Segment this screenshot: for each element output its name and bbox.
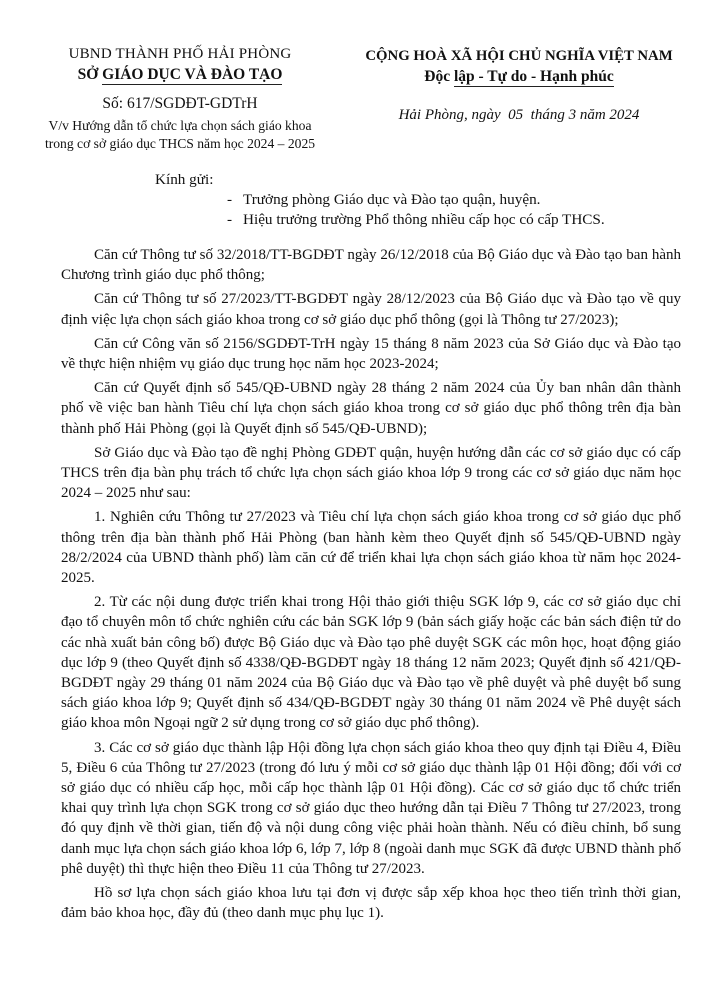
recipients-block	[155, 170, 681, 229]
dash-bullet: -	[227, 191, 233, 208]
body-paragraph: Căn cứ Thông tư số 27/2023/TT-BGDĐT ngày 28/12/2023 của Bộ Giáo dục và Đào tạo về quy định việc lựa chọn sách giáo khoa trong cơ sở giáo dục phổ thông (gọi là Thông tư 27/2023);	[61, 291, 681, 328]
recipient-item-text: Trưởng phòng Giáo dục và Đào tạo quận, huyện.	[243, 191, 541, 208]
body-paragraph: Căn cứ Quyết định số 545/QĐ-UBND ngày 28 tháng 2 năm 2024 của Ủy ban nhân dân thành phố về việc ban hành Tiêu chí lựa chọn sách giáo khoa trong cơ sở giáo dục phổ thông trên địa bàn thành phố Hải Phòng (gọi là Quyết định số 545/QĐ-UBND);	[61, 380, 681, 437]
national-motto	[356, 66, 682, 88]
issuer-header	[38, 44, 322, 153]
national-header	[356, 46, 682, 124]
body-paragraph: Sở Giáo dục và Đào tạo đề nghị Phòng GDĐT quận, huyện hướng dẫn các cơ sở giáo dục có cấp THCS trên địa bàn phụ trách tổ chức lựa chọn sách giáo khoa lớp 9 trong các cơ sở giáo dục năm học 2024 – 2025 như sau:	[61, 444, 681, 502]
issuer-parent-org: UBND THÀNH PHỐ HẢI PHÒNG	[68, 46, 292, 62]
national-motto-prefix: Độc	[424, 68, 454, 85]
recipients-label: Kính gửi:	[155, 171, 214, 188]
body-paragraph: Hồ sơ lựa chọn sách giáo khoa lưu tại đơn vị được sắp xếp khoa học theo tiến trình thời gian, đảm bảo khoa học, đầy đủ (theo danh mục phụ lục 1).	[61, 885, 681, 922]
place-and-date: Hải Phòng, ngày 05 tháng 3 năm 2024	[398, 107, 640, 123]
national-motto-underlined: lập - Tự do - Hạnh phúc	[453, 68, 614, 85]
issuer-org-name-prefix: SỞ	[77, 66, 103, 83]
issuer-org-name	[38, 64, 322, 85]
paragraphs-block	[61, 245, 681, 924]
recipient-item	[227, 190, 681, 210]
body-paragraph: Căn cứ Công văn số 2156/SGDĐT-TrH ngày 15 tháng 8 năm 2023 của Sở Giáo dục và Đào tạo về thực hiện nhiệm vụ giáo dục trung học năm học 2023-2024;	[61, 335, 681, 373]
body-paragraph: 1. Nghiên cứu Thông tư 27/2023 và Tiêu chí lựa chọn sách giáo khoa trong cơ sở giáo dục phổ thông trên địa bàn thành phố Hải Phòng (ban hành kèm theo Quyết định số 545/QĐ-UBND ngày 28/2/2024 của UBND thành phố) làm căn cứ để triển khai lựa chọn sách giáo khoa từ năm học 2024-2025.	[61, 509, 681, 587]
document-subject: V/v Hướng dẫn tổ chức lựa chọn sách giáo khoa trong cơ sở giáo dục THCS năm học 2024 – 2025	[44, 118, 316, 151]
dash-bullet: -	[227, 210, 233, 228]
document-number: Số: 617/SGDĐT-GDTrH	[102, 95, 258, 112]
letter-body	[61, 170, 681, 928]
national-title: CỘNG HOÀ XÃ HỘI CHỦ NGHĨA VIỆT NAM	[365, 48, 673, 64]
recipient-item-text: Hiệu trưởng trường Phổ thông nhiều cấp học có cấp THCS.	[243, 210, 605, 228]
body-paragraph: 2. Từ các nội dung được triển khai trong Hội thảo giới thiệu SGK lớp 9, các cơ sở giáo dục chỉ đạo tổ chuyên môn tổ chức nghiên cứu các bản SGK lớp 9 (bản sách giấy hoặc các bản sách điện tử do các nhà xuất bản công bố) được Bộ Giáo dục và Đào tạo phê duyệt SGK các môn học, hoạt động giáo dục lớp 9 (theo Quyết định số 4338/QĐ-BGDĐT ngày 18 tháng 12 năm 2023; Quyết định số 421/QĐ-BGDĐT ngày 29 tháng 01 năm 2024 của Bộ Giáo dục và Đào tạo về phê duyệt và phê duyệt bổ sung sách giáo khoa lớp 9; Quyết định số 434/QĐ-BGDĐT ngày 30 tháng 01 năm 2024 về Phê duyệt sách giáo khoa môn Ngoại ngữ 2 sử dụng trong cơ sở giáo dục phổ thông).	[61, 594, 681, 732]
body-paragraph: 3. Các cơ sở giáo dục thành lập Hội đồng lựa chọn sách giáo khoa theo quy định tại Điều 4, Điều 5, Điều 6 của Thông tư 27/2023 (trong đó lưu ý mỗi cơ sở giáo dục thành lập 01 Hội đồng; đối với cơ sở giáo dục có nhiều cấp học, mỗi cấp học thành lập 01 Hội đồng). Các cơ sở giáo dục tổ chức triển khai quy trình lựa chọn SGK trong cơ sở giáo dục theo hướng dẫn tại Điều 7 Thông tư 27/2023, trong đó quy định về thời gian, tiến độ và nội dung công việc phải hoàn thành. Nếu có điều chỉnh, bổ sung danh mục lựa chọn sách giáo khoa lớp 6, lớp 7, lớp 8 (ngoài danh mục SGK đã được UBND thành phố phê duyệt) thì thực hiện theo Điều 11 của Thông tư 27/2023.	[61, 739, 681, 877]
recipient-item	[227, 210, 681, 230]
issuer-org-name-underlined: GIÁO DỤC VÀ ĐÀO TẠO	[102, 66, 283, 83]
body-paragraph: Căn cứ Thông tư số 32/2018/TT-BGDĐT ngày 26/12/2018 của Bộ Giáo dục và Đào tạo ban hành Chương trình giáo dục phổ thông;	[61, 247, 681, 284]
